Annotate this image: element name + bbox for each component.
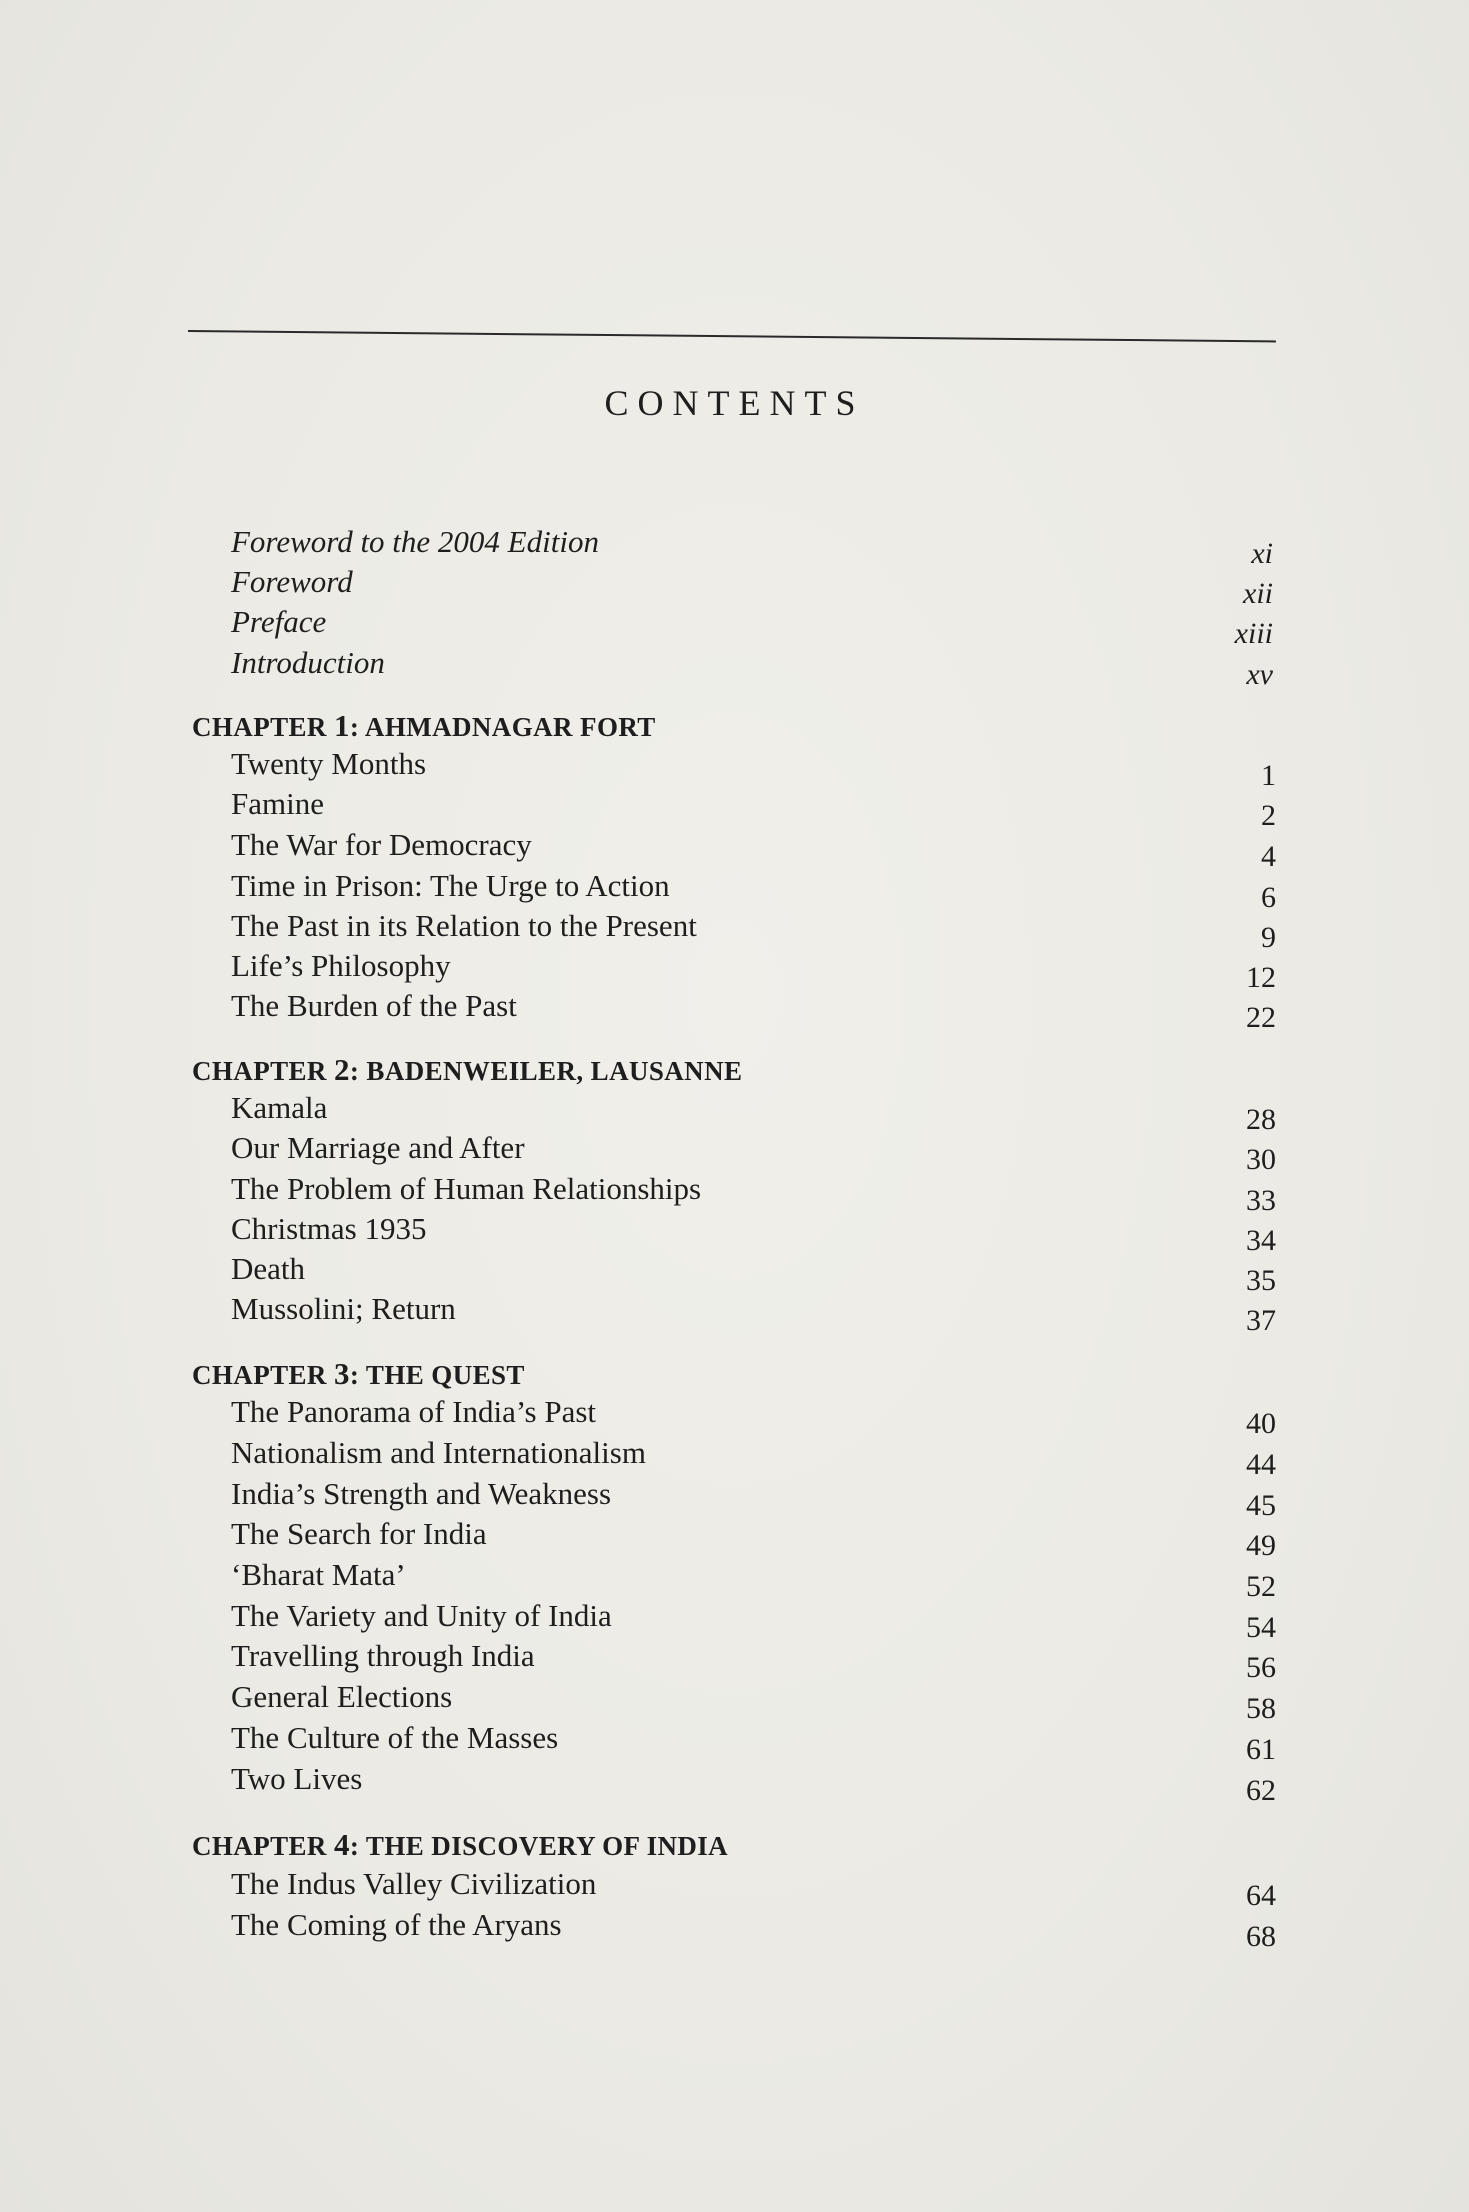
entry-title: The Search for India [231,1516,487,1551]
entry-page: 1 [1261,759,1276,792]
chapter-title: : BADENWEILER, LAUSANNE [349,1056,743,1086]
toc-entry [0,784,1469,832]
entry-title: The Burden of the Past [231,988,517,1023]
toc-entry [0,1555,1469,1603]
front-matter-item [0,643,1469,691]
chapter-number: 2 [333,1052,350,1087]
entry-title: The Culture of the Masses [231,1720,559,1755]
page-title: CONTENTS [604,383,865,423]
chapter-heading [192,1050,742,1091]
toc-entry [0,1636,1469,1684]
entry-title: Twenty Months [231,746,427,781]
entry-page: 28 [1246,1103,1276,1136]
toc-entry [0,1474,1469,1522]
toc-entry [0,986,1469,1034]
entry-page: 58 [1246,1692,1276,1725]
toc-entry [0,1289,1469,1337]
toc-entry [0,1249,1469,1297]
chapter-heading [192,1825,728,1866]
entry-title: Mussolini; Return [231,1291,456,1326]
entry-page: xv [1246,658,1273,691]
toc-entry [0,946,1469,994]
entry-title: Kamala [231,1090,328,1125]
entry-title: Foreword [231,564,353,599]
entry-page: 4 [1261,840,1276,873]
entry-title: India’s Strength and Weakness [231,1476,612,1511]
entry-page: 30 [1246,1143,1276,1176]
entry-page: 54 [1246,1611,1276,1644]
chapter-title: : THE QUEST [349,1360,525,1390]
toc-entry [0,1392,1469,1440]
toc-entry [0,1677,1469,1725]
toc-entry [0,1433,1469,1481]
entry-title: The Variety and Unity of India [231,1598,612,1633]
entry-page: 2 [1261,799,1276,832]
entry-title: Two Lives [231,1761,363,1796]
entry-title: ‘Bharat Mata’ [231,1557,406,1592]
entry-title: Introduction [231,645,385,680]
entry-page: 56 [1246,1651,1276,1684]
entry-title: Foreword to the 2004 Edition [231,524,599,559]
toc-entry [0,1718,1469,1766]
entry-page: 49 [1246,1529,1276,1562]
front-matter-item [0,602,1469,650]
entry-title: The Coming of the Aryans [231,1907,562,1942]
entry-title: The Indus Valley Civilization [231,1866,597,1901]
entry-page: 61 [1246,1733,1276,1766]
toc-entry [0,1864,1469,1912]
entry-title: Life’s Philosophy [231,948,451,983]
chapter-title: : AHMADNAGAR FORT [349,712,656,742]
toc-entry [0,1088,1469,1136]
entry-title: Preface [231,604,327,639]
toc-entry [0,744,1469,792]
entry-title: Our Marriage and After [231,1130,525,1165]
chapter-label: CHAPTER [192,1360,327,1390]
toc-entry [0,1128,1469,1176]
entry-title: The Problem of Human Relationships [231,1171,702,1206]
chapter-label: CHAPTER [192,1831,327,1861]
chapter-number: 1 [333,708,350,743]
chapter-number: 4 [333,1827,350,1862]
chapter-heading [192,1354,525,1395]
entry-page: xi [1251,537,1273,570]
chapter-label: CHAPTER [192,1056,327,1086]
entry-page: 12 [1246,961,1276,994]
entry-page: 40 [1246,1407,1276,1440]
entry-page: xiii [1234,617,1273,650]
toc-entry [0,1209,1469,1257]
entry-title: The War for Democracy [231,827,532,862]
front-matter-item [0,522,1469,570]
toc-entry [0,1514,1469,1562]
entry-page: 52 [1246,1570,1276,1603]
chapter-number: 3 [333,1356,350,1391]
entry-title: General Elections [231,1679,453,1714]
chapter-label: CHAPTER [192,712,327,742]
entry-title: Time in Prison: The Urge to Action [231,868,670,903]
entry-title: Nationalism and Internationalism [231,1435,646,1470]
entry-page: 37 [1246,1304,1276,1337]
entry-page: 68 [1246,1920,1276,1953]
entry-page: 6 [1261,881,1276,914]
toc-entry [0,1759,1469,1807]
front-matter-item [0,562,1469,610]
entry-page: 35 [1246,1264,1276,1297]
toc-entry [0,866,1469,914]
entry-title: Death [231,1251,306,1286]
chapter-title: : THE DISCOVERY OF INDIA [349,1831,729,1861]
entry-title: Famine [231,786,324,821]
top-rule [188,330,1276,342]
entry-title: Christmas 1935 [231,1211,427,1246]
chapter-heading [192,706,656,747]
toc-entry [0,1905,1469,1953]
entry-page: 22 [1246,1001,1276,1034]
entry-page: xii [1243,577,1273,610]
toc-entry [0,906,1469,954]
entry-page: 9 [1261,921,1276,954]
toc-entry [0,1169,1469,1217]
entry-page: 33 [1246,1184,1276,1217]
entry-page: 45 [1246,1489,1276,1522]
entry-title: The Past in its Relation to the Present [231,908,697,943]
entry-title: The Panorama of India’s Past [231,1394,597,1429]
entry-page: 64 [1246,1879,1276,1912]
toc-entry [0,1596,1469,1644]
toc-entry [0,825,1469,873]
entry-title: Travelling through India [231,1638,535,1673]
entry-page: 62 [1246,1774,1276,1807]
entry-page: 44 [1246,1448,1276,1481]
entry-page: 34 [1246,1224,1276,1257]
